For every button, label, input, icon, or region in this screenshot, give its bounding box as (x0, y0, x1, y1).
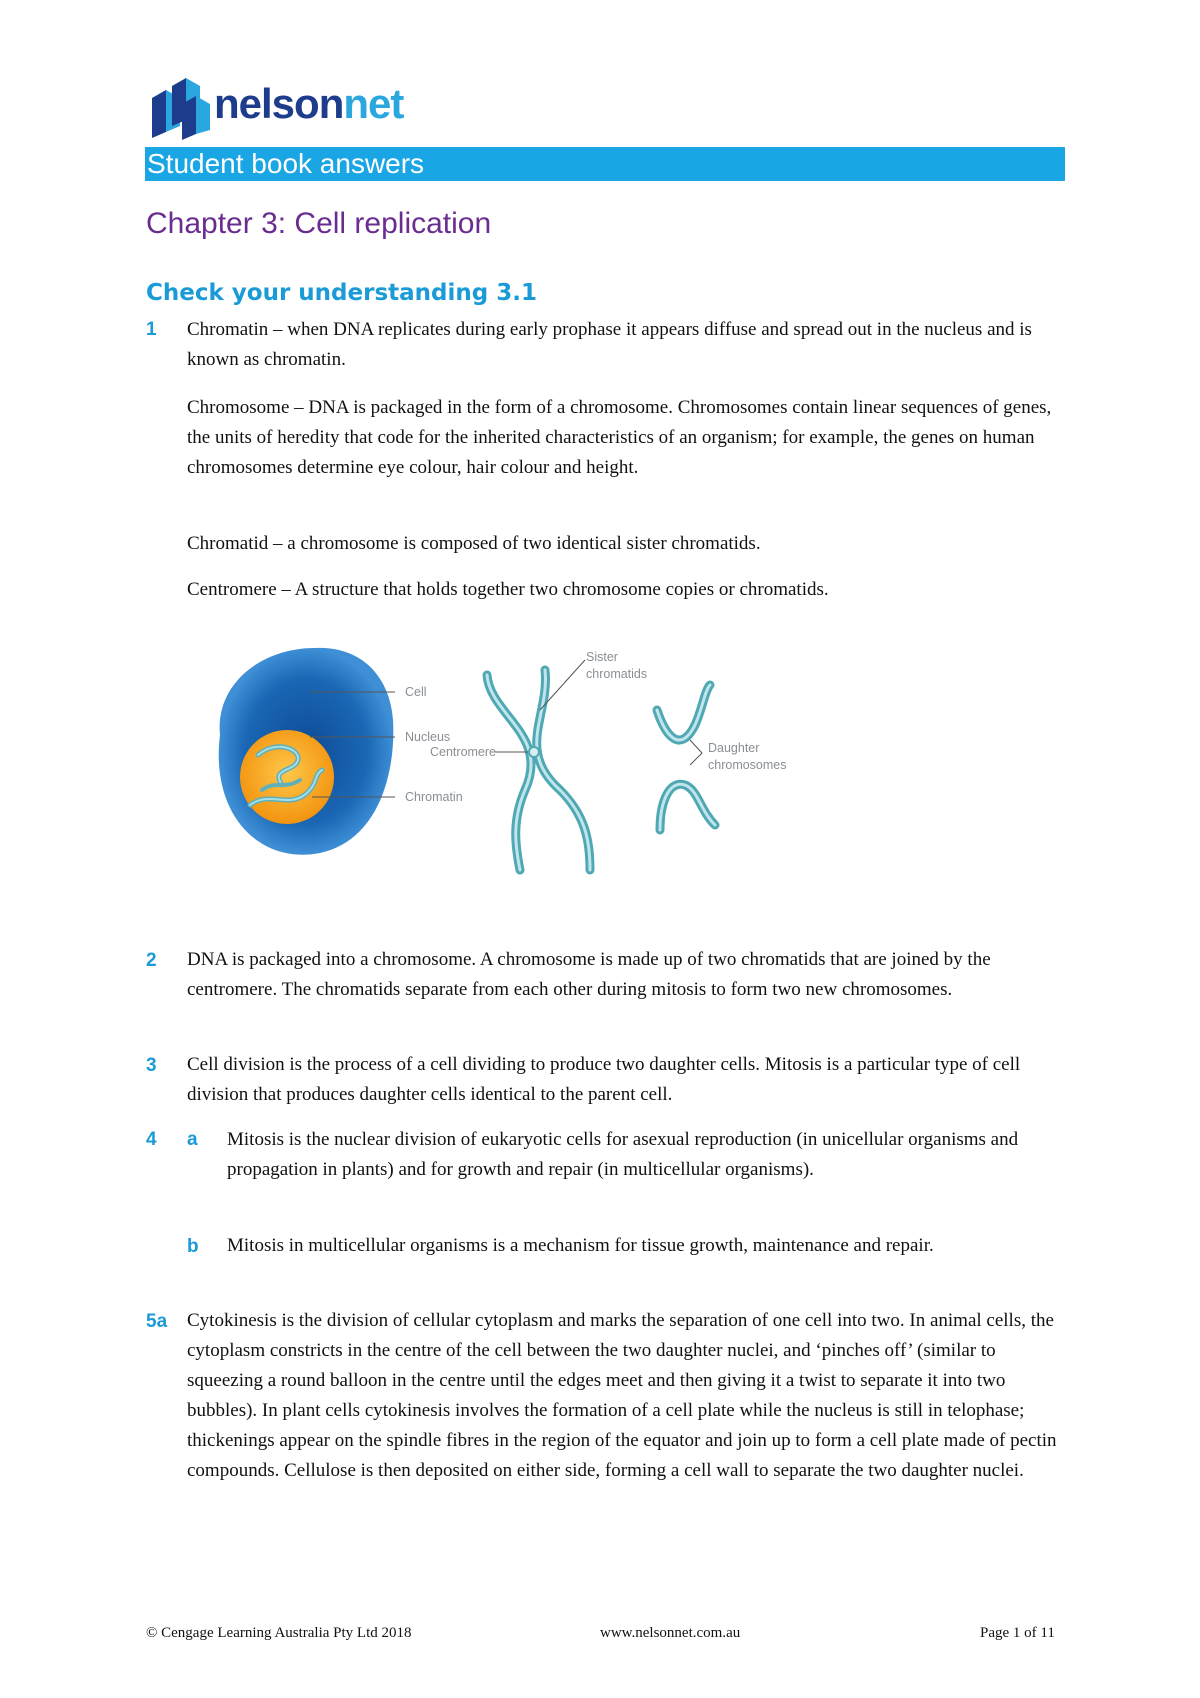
label-chromatin: Chromatin (405, 790, 463, 804)
label-daughter: Daughter (708, 741, 760, 755)
nelsonnet-logo (150, 76, 440, 140)
sub-question-label: a (187, 1129, 198, 1150)
daughter-bracket (690, 740, 702, 765)
question-number: 2 (146, 950, 157, 971)
answer-q5a: Cytokinesis is the division of cellular cytoplasm and marks the separation of one cell into two. In animal cells, the cytoplasm constricts in the centre of the cell between the two daughter nuclei, and ‘pinches off’ (similar to squeezing a round balloon in the centre until the edges meet and then giving it a twist to separate it into two bubbles). In plant cells cytokinesis involves the formation of a cell plate while the nucleus is still in telophase; thickenings appear on the spindle fibres in the region of the equator and join up to form a cell plate made of pectin compounds. Cellulose is then deposited on either side, forming a cell wall to separate the two daughter nuclei. (187, 1310, 1057, 1481)
nucleus-shape (240, 730, 334, 824)
daughter-chromosomes (657, 685, 715, 830)
section-title: Check your understanding 3.1 (146, 280, 537, 306)
label-centromere: Centromere (430, 745, 496, 759)
cell-chromosome-diagram (190, 640, 890, 880)
footer-copyright: © Cengage Learning Australia Pty Ltd 2018 (146, 1625, 412, 1641)
answer-q2: DNA is packaged into a chromosome. A chromosome is made up of two chromatids that are joined by the centromere. The chromatids separate from each other during mitosis to form two new chromosomes. (187, 949, 991, 1000)
answer-q3: Cell division is the process of a cell dividing to produce two daughter cells. Mitosis is a particular type of cell division that produces daughter cells identical to the parent cell. (187, 1054, 1021, 1105)
chapter-title: Chapter 3: Cell replication (146, 207, 492, 240)
centromere-dot (529, 747, 539, 757)
question-number: 3 (146, 1055, 157, 1076)
footer-website[interactable]: www.nelsonnet.com.au (600, 1625, 741, 1641)
question-number: 5a (146, 1311, 168, 1332)
answer-chromosome: Chromosome – DNA is packaged in the form of a chromosome. Chromosomes contain linear sequences of genes, the units of heredity that code for the inherited characteristics of an organism; for example, the genes on human chromosomes determine eye colour, hair colour and height. (187, 397, 1052, 478)
question-number: 4 (146, 1129, 157, 1150)
answer-q4a: Mitosis is the nuclear division of eukaryotic cells for asexual reproduction (in unicellular organisms and propagation in plants) and for growth and repair (in multicellular organisms). (227, 1129, 1019, 1180)
x-chromosome (487, 670, 590, 870)
label-sister: Sister (586, 650, 618, 664)
answer-q4b: Mitosis in multicellular organisms is a mechanism for tissue growth, maintenance and repair. (227, 1235, 934, 1256)
answer-centromere: Centromere – A structure that holds together two chromosome copies or chromatids. (187, 579, 829, 600)
logo-word-net: net (343, 80, 404, 127)
answer-chromatin: Chromatin – when DNA replicates during early prophase it appears diffuse and spread out in the nucleus and is known as chromatin. (187, 319, 1032, 370)
banner-title: Student book answers (147, 148, 425, 179)
sub-question-label: b (187, 1236, 199, 1257)
label-nucleus: Nucleus (405, 730, 451, 744)
question-number: 1 (146, 319, 157, 340)
footer-page-number: Page 1 of 11 (980, 1625, 1055, 1641)
label-chromatids: chromatids (586, 667, 648, 681)
header-banner (145, 147, 1065, 181)
label-cell: Cell (405, 685, 427, 699)
label-chromosomes: chromosomes (708, 758, 787, 772)
logo-wordmark (214, 80, 403, 128)
nelsonnet-logo-icon (150, 76, 212, 140)
answer-chromatid: Chromatid – a chromosome is composed of two identical sister chromatids. (187, 533, 761, 554)
logo-word-nelson: nelson (214, 80, 344, 127)
